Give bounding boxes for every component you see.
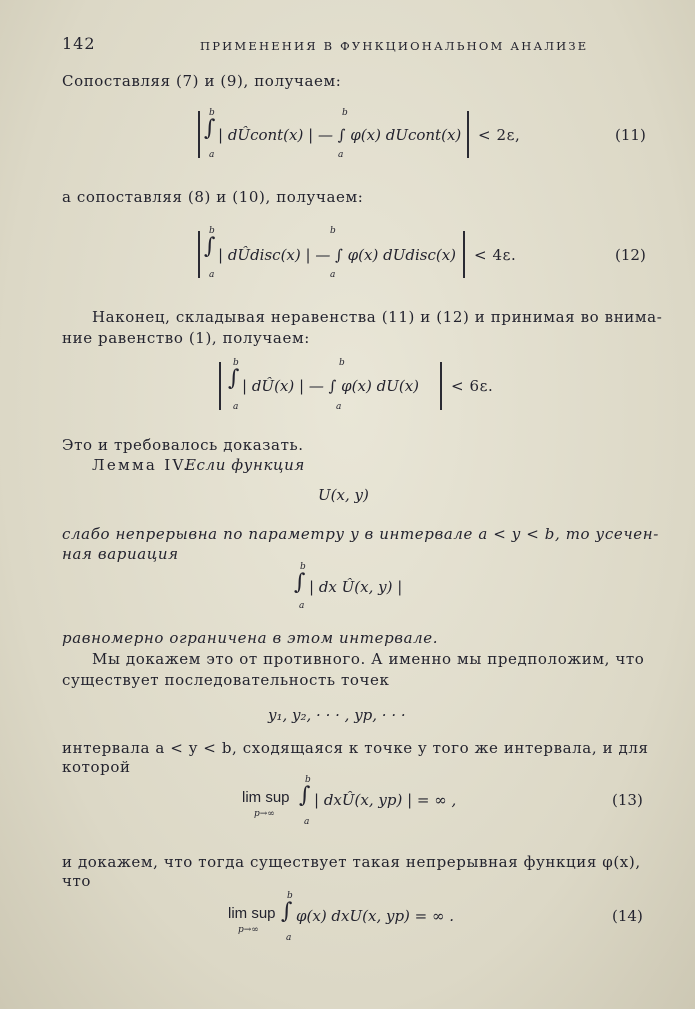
upper-limit: b [300, 562, 306, 572]
abs-bar-right [467, 111, 469, 158]
text-line: и докажем, что тогда существует такая непрерывная функция φ(x), [62, 853, 641, 871]
upper-limit: b [305, 775, 311, 785]
lower-limit: a [336, 402, 342, 412]
sequence-formula: y₁, y₂, · · · , yp, · · · [268, 706, 406, 724]
formula-12-rhs: < 4ε. [474, 246, 517, 264]
integral-sign: ∫ [204, 116, 216, 141]
upper-limit: b [339, 358, 345, 368]
upper-limit: b [330, 226, 336, 236]
lemma-label: Лемма IV. [92, 456, 191, 474]
page-number: 142 [62, 34, 96, 53]
text-line: интервала a < y < b, сходящаяся к точке y того же интервала, и для [62, 739, 649, 757]
lower-limit: a [299, 601, 305, 611]
upper-limit: b [233, 358, 239, 368]
text-line: а сопоставляя (8) и (10), получаем: [62, 188, 364, 206]
formula-13: | dxÛ(x, yp) | = ∞ , [314, 791, 457, 809]
lower-limit: a [304, 817, 310, 827]
lower-limit: a [286, 933, 292, 943]
upper-limit: b [342, 108, 348, 118]
equation-number-14: (14) [612, 907, 643, 925]
limit-subscript: p→∞ [238, 925, 259, 935]
text-line: равномерно ограничена в этом интервале. [62, 629, 439, 647]
formula-final-rhs: < 6ε. [451, 377, 494, 395]
text-line: ная вариация [62, 545, 179, 563]
equation-number-12: (12) [615, 246, 646, 264]
limit-subscript: p→∞ [254, 809, 275, 819]
integral-sign: ∫ [281, 899, 293, 924]
abs-bar-left [198, 111, 200, 158]
lower-limit: a [330, 270, 336, 280]
equation-number-11: (11) [615, 126, 646, 144]
upper-limit: b [209, 108, 215, 118]
text-line: которой [62, 758, 131, 776]
text-line: Мы докажем это от противного. А именно мы предположим, что [92, 650, 645, 668]
integral-sign: ∫ [294, 570, 306, 595]
upper-limit: b [287, 891, 293, 901]
lim-sup: lim sup [242, 789, 290, 806]
lower-limit: a [209, 150, 215, 160]
abs-bar-right [463, 231, 465, 278]
formula-final: | dÛ(x) | — ∫ φ(x) dU(x) [242, 377, 420, 395]
equation-number-13: (13) [612, 791, 643, 809]
function-formula: U(x, y) [318, 486, 369, 504]
text-line: ние равенство (1), получаем: [62, 329, 310, 347]
lower-limit: a [338, 150, 344, 160]
text-line: слабо непрерывна по параметру y в интервале a < y < b, то усечен- [62, 525, 659, 543]
text-line: Это и требовалось доказать. [62, 436, 304, 454]
text-line: существует последовательность точек [62, 671, 390, 689]
formula-12: | dÛdisc(x) | — ∫ φ(x) dUdisc(x) [218, 246, 457, 264]
formula-11-rhs: < 2ε, [478, 126, 521, 144]
variation-formula: | dx Û(x, y) | [309, 578, 403, 596]
upper-limit: b [209, 226, 215, 236]
integral-sign: ∫ [299, 783, 311, 808]
lower-limit: a [233, 402, 239, 412]
text-line: что [62, 872, 92, 890]
running-title: ПРИМЕНЕНИЯ В ФУНКЦИОНАЛЬНОМ АНАЛИЗЕ [200, 39, 589, 53]
abs-bar-left [198, 231, 200, 278]
formula-14: φ(x) dxU(x, yp) = ∞ . [296, 907, 455, 925]
abs-bar-right [440, 362, 442, 410]
abs-bar-left [219, 362, 221, 410]
formula-11: | dÛcont(x) | — ∫ φ(x) dUcont(x) [218, 126, 462, 144]
text-line: Сопоставляя (7) и (9), получаем: [62, 72, 342, 90]
lemma-text: Если функция [185, 456, 305, 474]
text-line: Наконец, складывая неравенства (11) и (12) и принимая во внима- [92, 308, 663, 326]
integral-sign: ∫ [228, 366, 240, 391]
integral-sign: ∫ [204, 234, 216, 259]
lim-sup: lim sup [228, 905, 276, 922]
lower-limit: a [209, 270, 215, 280]
